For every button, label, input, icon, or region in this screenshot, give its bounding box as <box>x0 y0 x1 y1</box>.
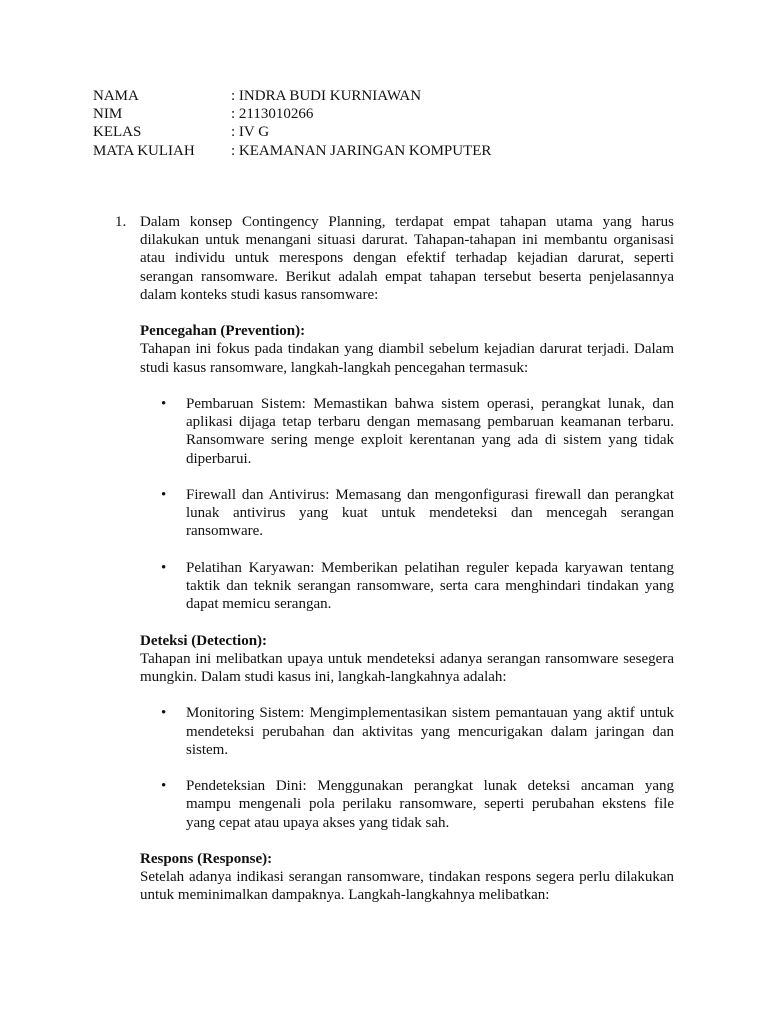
section-title-detection: Deteksi (Detection): <box>140 632 268 649</box>
list-item-text: Pendeteksian Dini: Menggunakan perangkat lunak deteksi ancaman yang mampu mengenali pola perilaku ransomware, seperti perubahan ekstens file yang cepat atau upaya akses yang tidak sah. <box>186 778 674 831</box>
section-text: Setelah adanya indikasi serangan ransomware, tindakan respons segera perlu dilakukan untuk meminimalkan dampaknya. Langkah-langkahnya melibatkan: <box>140 869 674 904</box>
bullet-icon: • <box>161 396 167 412</box>
student-info-header <box>93 87 653 160</box>
section-title-response: Respons (Response): <box>140 850 273 867</box>
list-item-text: Pelatihan Karyawan: Memberikan pelatihan reguler kepada karyawan tentang taktik dan teknik serangan ransomware, serta cara menghindari tindakan yang dapat memicu serangan. <box>186 559 674 613</box>
item-number: 1. <box>115 214 127 230</box>
header-row-name <box>93 87 653 105</box>
bullet-list <box>140 704 674 831</box>
header-value: : 2113010266 <box>231 106 314 123</box>
item-body <box>140 213 674 905</box>
header-value: : KEAMANAN JARINGAN KOMPUTER <box>231 142 492 159</box>
header-value: : IV G <box>231 124 270 141</box>
list-item <box>140 559 674 614</box>
header-row-nim <box>93 105 653 123</box>
intro-paragraph: Dalam konsep Contingency Planning, terdapat empat tahapan utama yang harus dilakukan untuk menangani situasi darurat. Tahapan-tahapan ini membantu organisasi atau individu untuk merespons dengan efektif terhadap kejadian darurat, seperti serangan ransomware. Berikut adalah empat tahapan tersebut beserta penjelasannya dalam konteks studi kasus ransomware: <box>140 214 674 303</box>
bullet-icon: • <box>161 778 167 795</box>
list-item-text: Monitoring Sistem: Mengimplementasikan sistem pemantauan yang aktif untuk mendeteksi perubahan dan aktivitas yang mencurigakan dalam jaringan dan sistem. <box>186 705 674 758</box>
list-item <box>140 395 674 468</box>
bullet-icon: • <box>161 705 167 722</box>
list-item-text: Firewall dan Antivirus: Memasang dan mengonfigurasi firewall dan perangkat lunak antivirus yang kuat untuk mendeteksi dan mencegah serangan ransomware. <box>186 487 674 540</box>
header-label: NIM <box>93 106 123 123</box>
header-label: NAMA <box>93 88 139 104</box>
header-row-class <box>93 123 653 141</box>
header-label: KELAS <box>93 124 142 141</box>
header-row-course <box>93 142 653 160</box>
header-label: MATA KULIAH <box>93 142 195 159</box>
list-item <box>140 486 674 541</box>
list-item <box>140 704 674 759</box>
section-text: Tahapan ini fokus pada tindakan yang diambil sebelum kejadian darurat terjadi. Dalam studi kasus ransomware, langkah-langkah pencegahan termasuk: <box>140 341 674 376</box>
bullet-icon: • <box>161 487 167 503</box>
bullet-icon: • <box>161 559 167 576</box>
header-value: : INDRA BUDI KURNIAWAN <box>231 88 422 104</box>
bullet-list <box>140 395 674 613</box>
list-item <box>140 777 674 832</box>
section-title-prevention: Pencegahan (Prevention): <box>140 323 306 340</box>
answer-content <box>115 213 674 905</box>
list-item-text: Pembaruan Sistem: Memastikan bahwa sistem operasi, perangkat lunak, dan aplikasi dijaga tetap terbaru dengan memasang pembaruan keamanan terbaru. Ransomware sering menge exploit kerentanan yang ada di sistem yang tidak diperbarui. <box>186 396 674 467</box>
section-text: Tahapan ini melibatkan upaya untuk mendeteksi adanya serangan ransomware sesegera mungkin. Dalam studi kasus ini, langkah-langkahnya adalah: <box>140 650 674 685</box>
numbered-item <box>115 213 674 905</box>
